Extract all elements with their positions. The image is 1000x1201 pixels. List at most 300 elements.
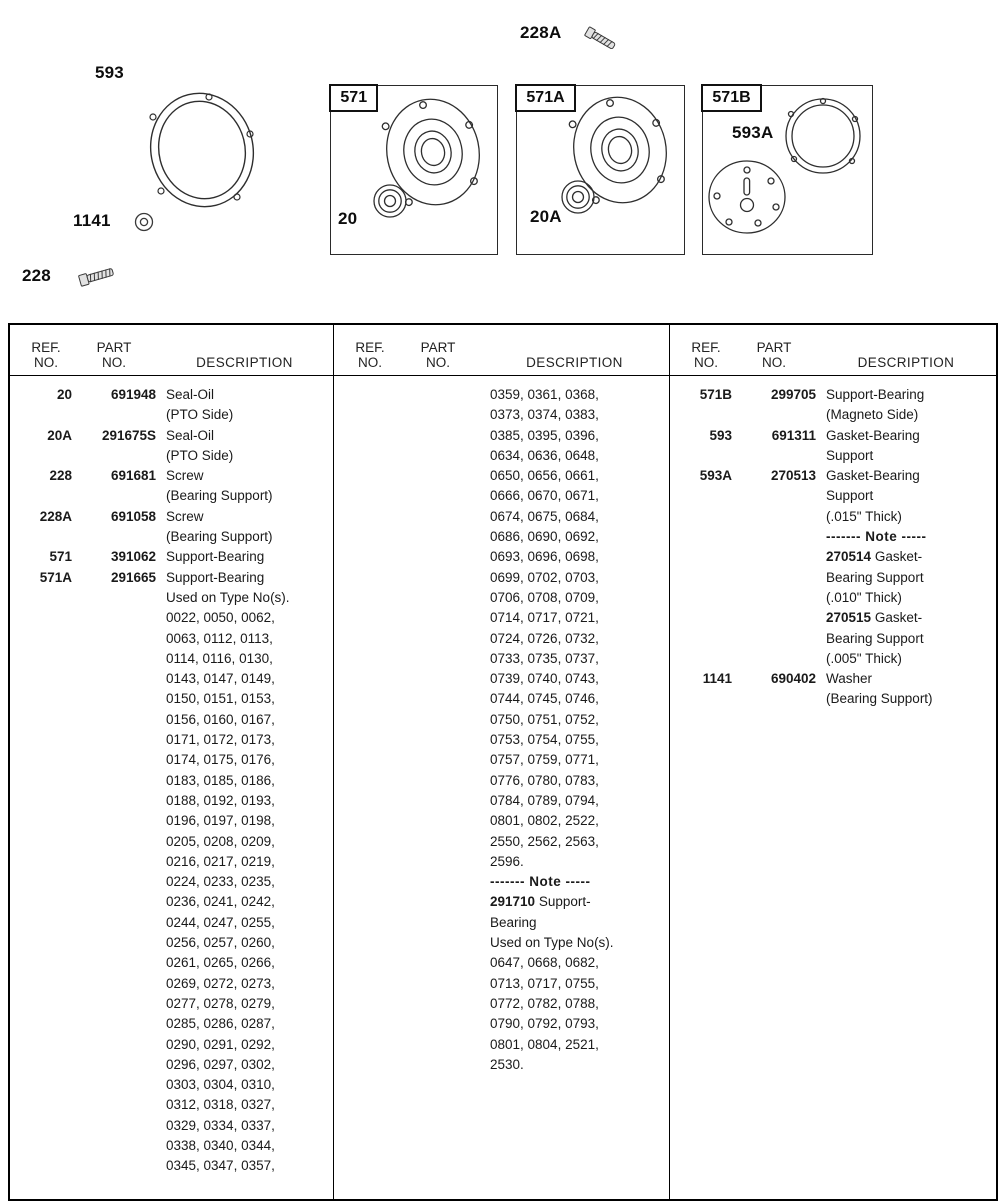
header-part-line2: NO. — [425, 355, 450, 370]
ref-no-cell — [344, 892, 396, 912]
description-cell: Gasket-Bearing — [826, 427, 920, 443]
ref-no-cell — [20, 730, 72, 750]
description-cell: 0713, 0717, 0755, — [490, 975, 599, 991]
table-row — [20, 629, 329, 649]
ref-no-cell — [20, 527, 72, 547]
description-cell: ------- Note ----- — [826, 529, 927, 545]
part-no-cell — [72, 730, 156, 750]
description-cell: 0290, 0291, 0292, — [166, 1036, 275, 1052]
table-row — [20, 771, 329, 791]
ref-no-cell — [680, 649, 732, 669]
part-no-cell — [72, 811, 156, 831]
table-row — [20, 547, 329, 567]
table-row — [344, 608, 665, 628]
table-row — [344, 629, 665, 649]
parts-rows-column-1 — [10, 376, 333, 1177]
ref-no-cell — [20, 811, 72, 831]
table-row — [344, 953, 665, 973]
ref-no-cell — [680, 568, 732, 588]
ref-no-cell — [344, 1014, 396, 1034]
table-row — [20, 385, 329, 405]
description-cell: Support — [826, 488, 874, 504]
table-row — [680, 446, 992, 466]
part-no-cell — [72, 588, 156, 608]
part-no-cell — [396, 588, 480, 608]
header-part-no — [396, 340, 480, 370]
label-20a: 20A — [530, 207, 562, 226]
ref-no-cell — [20, 1116, 72, 1136]
description-cell: Used on Type No(s). — [490, 935, 614, 951]
part-no-cell — [396, 892, 480, 912]
label-228: 228 — [22, 266, 51, 285]
table-row — [20, 527, 329, 547]
ref-no-cell — [344, 852, 396, 872]
part-no-cell — [396, 629, 480, 649]
description-cell: 0647, 0668, 0682, — [490, 955, 599, 971]
description-cell: 0750, 0751, 0752, — [490, 711, 599, 727]
part-no-cell — [72, 405, 156, 425]
ref-no-cell — [20, 1014, 72, 1034]
part-no-cell — [72, 771, 156, 791]
ref-no-cell — [680, 527, 732, 547]
header-part-line1: PART — [420, 340, 456, 355]
part-no-cell — [72, 689, 156, 709]
description-cell: 0724, 0726, 0732, — [490, 630, 599, 646]
description-cell: 270515 Gasket- — [826, 610, 923, 626]
description-cell: 2550, 2562, 2563, — [490, 833, 599, 849]
table-row — [344, 1055, 665, 1075]
part-no-cell: 270513 — [770, 468, 816, 484]
part-no-cell — [396, 913, 480, 933]
description-cell: 0256, 0257, 0260, — [166, 935, 275, 951]
ref-no-cell — [344, 811, 396, 831]
description-cell: (.015" Thick) — [826, 508, 902, 524]
table-row — [344, 385, 665, 405]
ref-no-cell — [20, 710, 72, 730]
part-no-cell: 291665 — [110, 569, 156, 585]
table-row — [680, 608, 992, 628]
part-no-cell — [72, 1156, 156, 1176]
part-no-cell — [732, 568, 816, 588]
description-cell: 0385, 0395, 0396, — [490, 427, 599, 443]
table-row — [20, 1156, 329, 1176]
description-cell: Bearing — [490, 914, 537, 930]
part-no-cell — [732, 486, 816, 506]
part-no-cell — [72, 608, 156, 628]
description-cell: Support-Bearing — [166, 569, 265, 585]
ref-no-cell — [20, 791, 72, 811]
part-no-cell — [732, 689, 816, 709]
description-cell: (Bearing Support) — [166, 529, 273, 545]
part-no-cell — [72, 1014, 156, 1034]
ref-no-cell — [344, 426, 396, 446]
part-no-cell — [396, 466, 480, 486]
ref-no-cell: 228A — [39, 508, 72, 524]
ref-no-cell — [680, 588, 732, 608]
ref-no-cell — [344, 913, 396, 933]
part-no-cell — [72, 892, 156, 912]
description-cell: 0733, 0735, 0737, — [490, 650, 599, 666]
table-row — [344, 730, 665, 750]
description-cell: Support-Bearing — [166, 549, 265, 565]
table-row — [20, 1095, 329, 1115]
part-no-cell — [396, 568, 480, 588]
part-no-cell — [72, 629, 156, 649]
part-no-cell — [72, 669, 156, 689]
label-20: 20 — [338, 209, 358, 228]
ref-no-cell — [344, 974, 396, 994]
ref-no-cell — [20, 1035, 72, 1055]
washer-1141-icon — [136, 214, 153, 231]
table-row — [344, 426, 665, 446]
ref-no-cell: 571 — [49, 549, 72, 565]
description-cell: 0784, 0789, 0794, — [490, 792, 599, 808]
table-row — [680, 507, 992, 527]
label-1141: 1141 — [73, 211, 111, 230]
description-cell: 0224, 0233, 0235, — [166, 874, 275, 890]
part-no-cell — [396, 1035, 480, 1055]
part-no-cell — [396, 608, 480, 628]
part-no-cell — [72, 933, 156, 953]
description-cell: 0285, 0286, 0287, — [166, 1016, 275, 1032]
part-no-cell — [732, 649, 816, 669]
ref-no-cell — [344, 710, 396, 730]
table-row — [344, 750, 665, 770]
ref-no-cell — [344, 771, 396, 791]
table-row — [20, 486, 329, 506]
part-no-cell — [732, 507, 816, 527]
ref-no-cell — [344, 608, 396, 628]
description-cell: 0338, 0340, 0344, — [166, 1137, 275, 1153]
part-no-cell — [72, 913, 156, 933]
part-no-cell: 691681 — [110, 468, 156, 484]
description-cell: 2596. — [490, 853, 524, 869]
description-cell: 0063, 0112, 0113, — [166, 630, 273, 646]
part-no-cell — [732, 527, 816, 547]
part-no-cell — [396, 872, 480, 892]
diagram-area — [0, 0, 1000, 323]
description-cell: 0244, 0247, 0255, — [166, 914, 275, 930]
header-ref-no — [680, 340, 732, 370]
part-no-cell — [396, 832, 480, 852]
ref-no-cell — [344, 872, 396, 892]
ref-no-cell — [680, 486, 732, 506]
part-no-cell — [396, 689, 480, 709]
description-cell: 0143, 0147, 0149, — [166, 671, 275, 687]
part-no-cell: 691058 — [110, 508, 156, 524]
table-row — [20, 933, 329, 953]
part-no-cell: 291675S — [101, 427, 156, 443]
header-part-line1: PART — [756, 340, 792, 355]
description-cell: 0216, 0217, 0219, — [166, 853, 275, 869]
table-row — [344, 892, 665, 912]
part-no-cell — [72, 710, 156, 730]
table-row — [680, 527, 992, 547]
part-no-cell — [72, 750, 156, 770]
part-no-cell — [72, 994, 156, 1014]
header-part-line2: NO. — [101, 355, 126, 370]
header-description: DESCRIPTION — [526, 355, 623, 370]
table-row — [20, 466, 329, 486]
table-row — [680, 669, 992, 689]
ref-no-cell — [344, 953, 396, 973]
part-no-cell — [396, 953, 480, 973]
part-no-cell — [396, 1055, 480, 1075]
table-row — [680, 649, 992, 669]
part-no-cell — [396, 426, 480, 446]
part-no-cell — [396, 974, 480, 994]
ref-no-cell — [680, 629, 732, 649]
part-no-cell — [396, 933, 480, 953]
description-cell: 0674, 0675, 0684, — [490, 508, 599, 524]
ref-no-cell: 20 — [56, 387, 72, 402]
part-no-cell: 691948 — [110, 387, 156, 402]
description-cell: 0261, 0265, 0266, — [166, 955, 275, 971]
description-cell: (.010" Thick) — [826, 589, 902, 605]
part-no-cell: 691311 — [771, 427, 816, 443]
description-cell: 270514 Gasket- — [826, 549, 923, 565]
part-no-cell — [72, 527, 156, 547]
description-cell: 0757, 0759, 0771, — [490, 752, 599, 768]
header-ref-line1: REF. — [31, 340, 61, 355]
part-no-cell — [732, 608, 816, 628]
description-cell: 0801, 0802, 2522, — [490, 813, 599, 829]
description-cell: 0359, 0361, 0368, — [490, 387, 599, 402]
table-row — [20, 1136, 329, 1156]
part-no-cell — [732, 405, 816, 425]
part-no-cell — [396, 507, 480, 527]
part-no-cell — [72, 852, 156, 872]
description-cell: Support — [826, 447, 874, 463]
header-ref-line2: NO. — [357, 355, 382, 370]
part-no-cell — [396, 669, 480, 689]
part-no-cell — [396, 994, 480, 1014]
description-cell: (PTO Side) — [166, 447, 234, 463]
part-no-cell — [72, 1095, 156, 1115]
label-593a: 593A — [732, 123, 774, 142]
ref-no-cell — [20, 1075, 72, 1095]
part-no-cell — [396, 750, 480, 770]
label-228a: 228A — [520, 23, 562, 42]
ref-no-cell — [20, 1095, 72, 1115]
table-row — [20, 669, 329, 689]
ref-no-cell: 593A — [699, 468, 732, 484]
header-part-line1: PART — [96, 340, 132, 355]
description-cell: 0801, 0804, 2521, — [490, 1036, 599, 1052]
description-cell: Seal-Oil — [166, 387, 215, 402]
ref-no-cell: 228 — [49, 468, 72, 484]
description-cell: 0269, 0272, 0273, — [166, 975, 275, 991]
table-row — [680, 426, 992, 446]
part-no-cell — [72, 1055, 156, 1075]
part-box-571a — [516, 85, 685, 255]
ref-no-cell — [20, 852, 72, 872]
table-row — [344, 832, 665, 852]
ref-no-cell — [20, 689, 72, 709]
table-row — [20, 994, 329, 1014]
description-cell: 0296, 0297, 0302, — [166, 1056, 275, 1072]
description-cell: ------- Note ----- — [490, 874, 591, 890]
header-part-line2: NO. — [761, 355, 786, 370]
table-row — [344, 446, 665, 466]
table-row — [20, 791, 329, 811]
ref-no-cell — [344, 405, 396, 425]
description-cell: (Bearing Support) — [166, 488, 273, 504]
ref-no-cell — [20, 892, 72, 912]
table-row — [20, 913, 329, 933]
description-cell: Washer — [826, 671, 873, 687]
part-no-cell — [72, 791, 156, 811]
table-row — [344, 1035, 665, 1055]
description-cell: 291710 Support- — [490, 894, 591, 910]
description-cell: 0753, 0754, 0755, — [490, 732, 599, 748]
ref-no-cell — [344, 832, 396, 852]
part-no-cell — [72, 446, 156, 466]
table-row — [344, 771, 665, 791]
ref-no-cell — [344, 568, 396, 588]
table-row — [680, 405, 992, 425]
part-no-cell — [72, 974, 156, 994]
description-cell: 0699, 0702, 0703, — [490, 569, 599, 585]
ref-no-cell: 571A — [39, 569, 72, 585]
header-ref-line1: REF. — [355, 340, 385, 355]
table-row — [344, 811, 665, 831]
table-row — [20, 588, 329, 608]
header-part-no — [732, 340, 816, 370]
part-no-cell — [396, 486, 480, 506]
table-row — [20, 953, 329, 973]
table-row — [344, 568, 665, 588]
ref-no-cell — [344, 446, 396, 466]
header-description: DESCRIPTION — [857, 355, 955, 370]
header-ref-no — [20, 340, 72, 370]
description-cell: 0739, 0740, 0743, — [490, 671, 599, 687]
ref-no-cell — [20, 486, 72, 506]
part-no-cell — [396, 730, 480, 750]
parts-rows-column-3 — [670, 376, 996, 710]
table-row — [680, 629, 992, 649]
ref-no-cell — [680, 608, 732, 628]
part-no-cell — [732, 588, 816, 608]
ref-no-cell — [20, 832, 72, 852]
ref-no-cell — [20, 933, 72, 953]
ref-no-cell — [20, 771, 72, 791]
table-row — [680, 547, 992, 567]
part-no-cell — [72, 1035, 156, 1055]
part-no-cell — [72, 1136, 156, 1156]
table-row — [344, 933, 665, 953]
table-row — [20, 872, 329, 892]
screw-228a-icon — [585, 27, 617, 51]
table-row — [20, 405, 329, 425]
table-row — [344, 547, 665, 567]
table-row — [344, 1014, 665, 1034]
part-no-cell — [72, 1116, 156, 1136]
description-cell: 0744, 0745, 0746, — [490, 691, 599, 707]
ref-no-cell — [20, 974, 72, 994]
part-box-571 — [330, 85, 498, 255]
description-cell: 0772, 0782, 0788, — [490, 995, 599, 1011]
ref-no-cell — [344, 933, 396, 953]
part-no-cell — [396, 710, 480, 730]
ref-no-cell: 20A — [47, 427, 72, 443]
table-row — [680, 568, 992, 588]
screw-228-icon — [78, 266, 114, 286]
ref-no-cell — [680, 405, 732, 425]
ref-no-cell — [344, 730, 396, 750]
part-no-cell — [396, 771, 480, 791]
description-cell: 0706, 0708, 0709, — [490, 589, 599, 605]
table-row — [680, 689, 992, 709]
part-no-cell — [396, 385, 480, 405]
description-cell: 0776, 0780, 0783, — [490, 772, 599, 788]
table-row — [344, 669, 665, 689]
description-cell: 0205, 0208, 0209, — [166, 833, 275, 849]
parts-table — [8, 323, 998, 1201]
part-no-cell — [396, 791, 480, 811]
description-cell: 0196, 0197, 0198, — [166, 813, 275, 829]
ref-no-cell — [680, 507, 732, 527]
table-row — [20, 1116, 329, 1136]
table-row — [344, 913, 665, 933]
table-header — [670, 325, 996, 376]
ref-no-cell — [20, 1156, 72, 1176]
part-no-cell — [72, 872, 156, 892]
ref-no-cell — [344, 588, 396, 608]
description-cell: 0174, 0175, 0176, — [166, 752, 275, 768]
table-row — [20, 1014, 329, 1034]
table-row — [20, 750, 329, 770]
part-box-571-label: 571 — [329, 84, 378, 112]
ref-no-cell — [344, 385, 396, 405]
table-row — [344, 872, 665, 892]
description-cell: 0312, 0318, 0327, — [166, 1097, 275, 1113]
ref-no-cell — [20, 446, 72, 466]
part-no-cell: 391062 — [110, 549, 156, 565]
description-cell: 0373, 0374, 0383, — [490, 407, 599, 423]
description-cell: Screw — [166, 468, 204, 484]
table-row — [344, 466, 665, 486]
description-cell: Used on Type No(s). — [166, 589, 290, 605]
description-cell: Bearing Support — [826, 630, 924, 646]
description-cell: 0150, 0151, 0153, — [166, 691, 275, 707]
description-cell: 0686, 0690, 0692, — [490, 529, 599, 545]
description-cell: Gasket-Bearing — [826, 468, 920, 484]
part-no-cell — [72, 832, 156, 852]
table-row — [344, 791, 665, 811]
description-cell: Bearing Support — [826, 569, 924, 585]
table-row — [20, 832, 329, 852]
gasket-593-holes — [150, 94, 253, 200]
table-row — [20, 974, 329, 994]
part-no-cell: 299705 — [770, 387, 816, 402]
ref-no-cell — [344, 1035, 396, 1055]
ref-no-cell — [680, 547, 732, 567]
ref-no-cell — [20, 405, 72, 425]
table-row — [20, 710, 329, 730]
table-row — [20, 507, 329, 527]
table-row — [344, 588, 665, 608]
ref-no-cell — [344, 1055, 396, 1075]
table-row — [680, 385, 992, 405]
table-row — [344, 974, 665, 994]
description-cell: 0114, 0116, 0130, — [166, 650, 273, 666]
table-row — [20, 426, 329, 446]
table-row — [344, 649, 665, 669]
table-column-3 — [670, 325, 996, 1199]
table-row — [344, 486, 665, 506]
ref-no-cell — [344, 547, 396, 567]
